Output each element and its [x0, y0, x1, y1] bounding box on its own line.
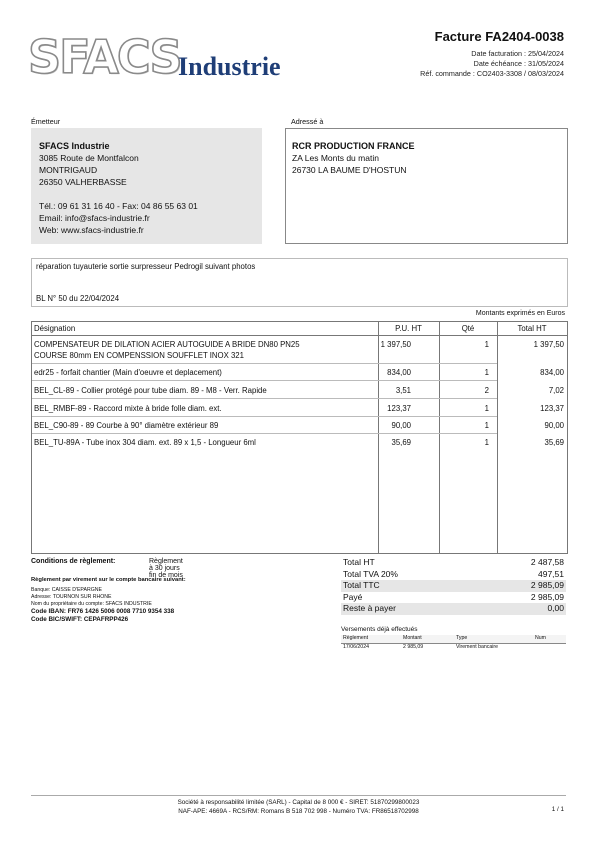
designation-line: COMPENSATEUR DE DILATION ACIER AUTOGUIDE A BRIDE DN80 PN25 — [34, 340, 300, 349]
account-owner: Nom du propriétaire du compte: SFACS INDUSTRIE — [31, 601, 152, 607]
iban: Code IBAN: FR76 1426 5006 0008 7710 9354 338 — [31, 608, 175, 615]
header-total: Total HT — [517, 324, 547, 333]
header-reglement: Règlement — [343, 635, 369, 641]
total-value: 2 487,58 — [530, 557, 564, 567]
total-row — [341, 569, 566, 581]
currency-note: Montants exprimés en Euros — [475, 310, 565, 317]
emitter-phone: Tél.: 09 61 31 16 40 - Fax: 04 86 55 63 01 — [39, 201, 198, 211]
conditions-label: Conditions de règlement: — [31, 558, 116, 565]
totals-block — [341, 557, 566, 615]
payments-header — [341, 635, 566, 644]
row-unit-price: 90,00 — [391, 421, 411, 430]
designation-line: COURSE 80mm EN COMPENSSION SOUFFLET INOX 321 — [34, 350, 244, 360]
payment-row — [341, 644, 566, 652]
total-value: 2 985,09 — [530, 580, 564, 590]
header-type: Type — [456, 635, 468, 641]
footer-divider — [31, 795, 566, 796]
total-label: Total TVA 20% — [343, 568, 398, 579]
row-unit-price: 123,37 — [387, 404, 411, 413]
emitter-email: Email: info@sfacs-industrie.fr — [39, 213, 150, 223]
transfer-label: Règlement par virement sur le compte bancaire suivant: — [31, 577, 186, 583]
row-total: 35,69 — [544, 438, 564, 447]
payment-type: Virement bancaire — [456, 644, 499, 650]
invoice-meta — [420, 49, 564, 79]
conditions-value: Règlement à 30 jours fin de mois — [149, 558, 183, 579]
table-row-designation — [34, 340, 300, 361]
total-label: Reste à payer — [343, 603, 396, 613]
invoice-title: Facture FA2404-0038 — [434, 29, 564, 44]
row-total: 7,02 — [548, 386, 564, 395]
header-num: Num — [535, 635, 546, 641]
page-number: 1 / 1 — [551, 806, 564, 813]
row-unit-price: 834,00 — [387, 368, 411, 377]
footer — [31, 798, 566, 816]
items-table — [31, 321, 568, 554]
invoice-date: Date facturation : 25/04/2024 — [471, 49, 564, 58]
row-unit-price: 3,51 — [395, 386, 411, 395]
logo-suffix: Industrie — [178, 52, 281, 81]
bank-address: Adresse: TOURNON SUR RHONE — [31, 594, 112, 600]
row-quantity: 1 — [484, 438, 489, 447]
total-label: Total HT — [343, 557, 375, 567]
row-designation: BEL_C90-89 - 89 Courbe à 90° diamètre extérieur 89 — [34, 421, 219, 430]
total-value: 497,51 — [538, 568, 564, 579]
order-reference: Réf. commande : CO2403-3308 / 08/03/2024 — [420, 69, 564, 78]
row-quantity: 1 — [484, 340, 489, 349]
header-montant: Montant — [403, 635, 422, 641]
payments-made — [341, 626, 566, 652]
emitter-box — [31, 128, 262, 244]
row-quantity: 1 — [484, 421, 489, 430]
emitter-label: Émetteur — [31, 117, 61, 126]
recipient-address: ZA Les Monts du matin — [292, 153, 379, 163]
bank-name: Banque: CAISSE D'EPARGNE — [31, 587, 102, 593]
recipient-box — [285, 128, 568, 244]
payment-amount: 2 985,09 — [403, 644, 424, 650]
emitter-city: MONTRIGAUD — [39, 165, 98, 175]
row-quantity: 1 — [484, 404, 489, 413]
total-value: 0,00 — [547, 603, 564, 613]
row-total: 1 397,50 — [533, 340, 564, 349]
emitter-web: Web: www.sfacs-industrie.fr — [39, 225, 144, 235]
payment-conditions — [31, 558, 186, 624]
row-designation: BEL_TU-89A - Tube inox 304 diam. ext. 89 x 1,5 - Longueur 6ml — [34, 438, 256, 447]
header-designation: Désignation — [34, 324, 76, 333]
bic: Code BIC/SWIFT: CEPAFRPP426 — [31, 616, 129, 623]
description-box — [31, 258, 568, 307]
emitter-zip-city: 26350 VALHERBASSE — [39, 177, 127, 187]
description-text: réparation tuyauterie sortie surpresseur Pedrogil suivant photos — [36, 262, 256, 271]
row-total: 90,00 — [544, 421, 564, 430]
row-quantity: 1 — [484, 368, 489, 377]
total-row — [341, 603, 566, 615]
header-unit-price: P.U. HT — [395, 324, 422, 333]
recipient-zip-city: 26730 LA BAUME D'HOSTUN — [292, 165, 407, 175]
header-quantity: Qté — [461, 324, 475, 333]
recipient-label: Adressé à — [291, 117, 324, 126]
logo-brand: SFACS — [28, 30, 181, 84]
payment-date: 17/06/2024 — [343, 644, 369, 650]
row-designation: BEL_RMBF-89 - Raccord mixte à bride folle diam. ext. — [34, 404, 222, 413]
row-quantity: 2 — [484, 386, 489, 395]
total-value: 2 985,09 — [530, 591, 564, 602]
recipient-name: RCR PRODUCTION FRANCE — [292, 141, 415, 151]
row-unit-price: 1 397,50 — [380, 340, 411, 349]
payments-title: Versements déjà effectués — [341, 626, 418, 633]
row-designation: edr25 - forfait chantier (Main d'oeuvre et deplacement) — [34, 368, 222, 377]
footer-registration: NAF-APE: 4669A - RCS/RM: Romans B 518 702 998 - Numéro TVA: FR86518702998 — [178, 808, 419, 815]
invoice-due-date: Date échéance : 31/05/2024 — [473, 59, 564, 68]
emitter-address: 3085 Route de Montfalcon — [39, 153, 139, 163]
delivery-note: BL N° 50 du 22/04/2024 — [36, 294, 120, 303]
total-row — [341, 592, 566, 604]
row-total: 834,00 — [540, 368, 564, 377]
total-label: Total TTC — [343, 580, 380, 590]
row-designation: BEL_CL-89 - Collier protégé pour tube diam. 89 - M8 - Verr. Rapide — [34, 386, 267, 395]
company-logo — [28, 30, 288, 84]
footer-company-info: Société à responsabilité limitée (SARL) - Capital de 8 000 € - SIRET: 51870299800023 — [177, 799, 420, 806]
row-total: 123,37 — [540, 404, 564, 413]
total-row — [341, 580, 566, 592]
total-row — [341, 557, 566, 569]
row-unit-price: 35,69 — [391, 438, 411, 447]
emitter-name: SFACS Industrie — [39, 141, 110, 151]
total-label: Payé — [343, 591, 363, 602]
